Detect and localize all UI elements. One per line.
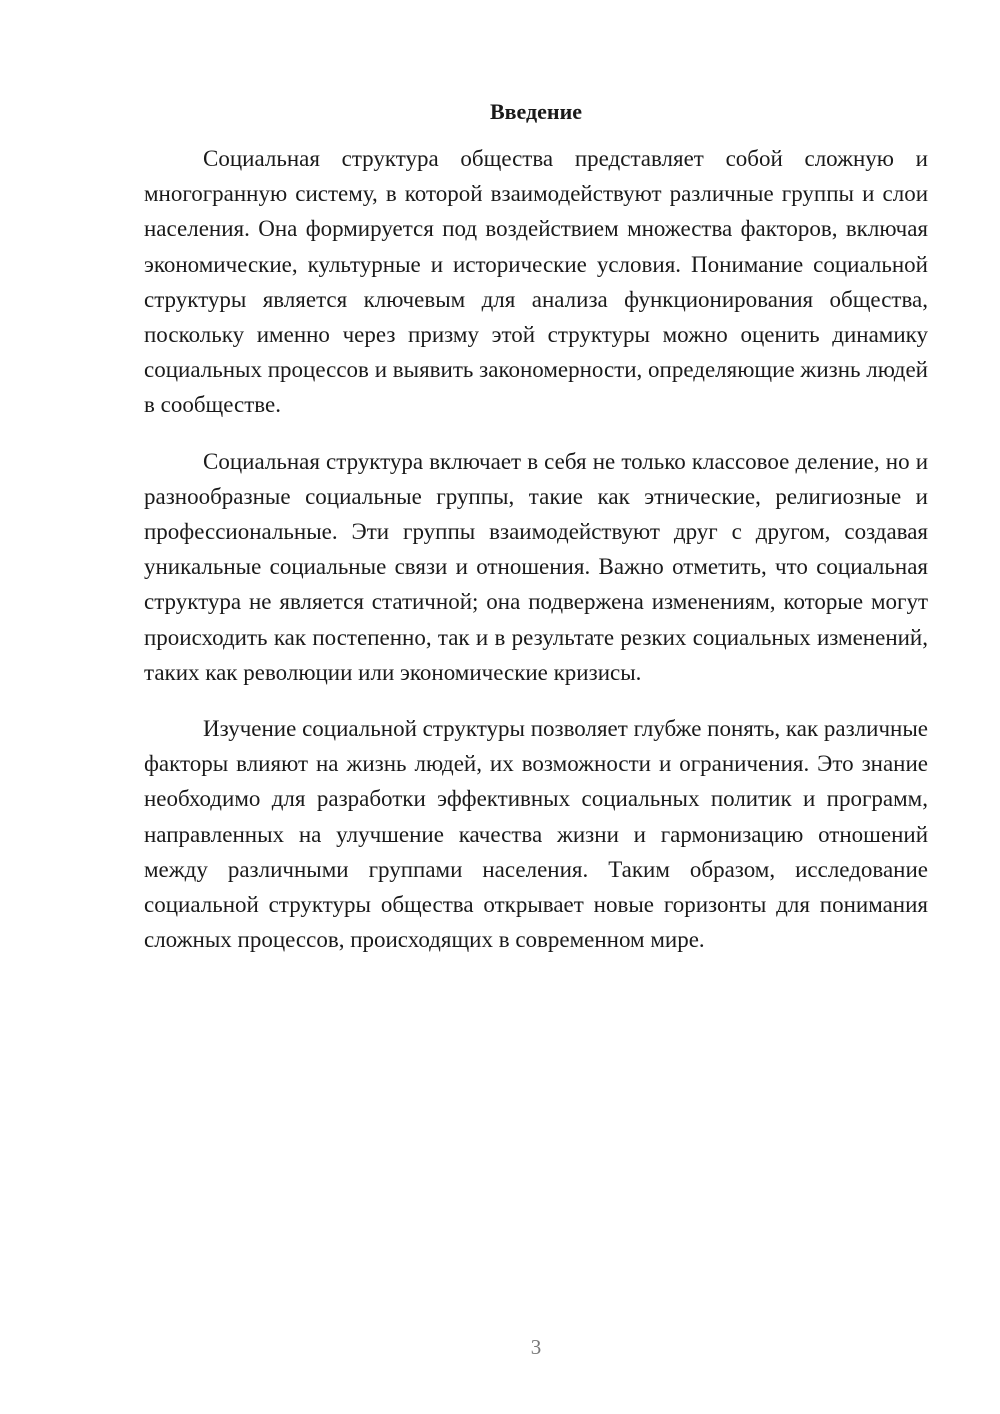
body-text bbox=[144, 141, 928, 957]
paragraph-3: Изучение социальной структуры позволяет глубже понять, как различные факторы влияют на жизнь людей, их возможности и ограничения. Это знание необходимо для разработки эффективных социальных политик и программ, направленных на улучшение качества жизни и гармонизацию отношений между различными группами населения. Таким образом, исследование социальной структуры общества открывает новые горизонты для понимания сложных процессов, происходящих в современном мире. bbox=[144, 716, 928, 953]
section-heading: Введение bbox=[489, 99, 583, 124]
paragraph-1: Социальная структура общества представляет собой сложную и многогранную систему, в которой взаимодействуют различные группы и слои населения. Она формируется под воздействием множества факторов, включая экономические, культурные и исторические условия. Понимание социальной структуры является ключевым для анализа функционирования общества, поскольку именно через призму этой структуры можно оценить динамику социальных процессов и выявить закономерности, определяющие жизнь людей в сообществе. bbox=[144, 146, 928, 418]
page-number: 3 bbox=[530, 1335, 542, 1359]
paragraph-2: Социальная структура включает в себя не только классовое деление, но и разнообразные социальные группы, такие как этнические, религиозные и профессиональные. Эти группы взаимодействуют друг с другом, создавая уникальные социальные связи и отношения. Важно отметить, что социальная структура не является статичной; она подвержена изменениям, которые могут происходить как постепенно, так и в результате резких социальных изменений, таких как революции или экономические кризисы. bbox=[144, 448, 928, 685]
